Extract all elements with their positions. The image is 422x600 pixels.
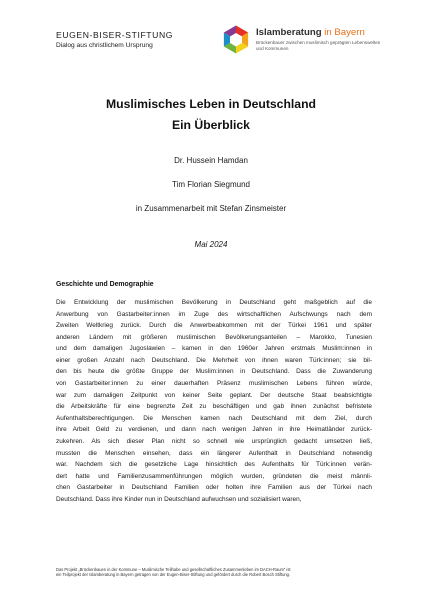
author-2: Tim Florian Siegmund	[172, 180, 250, 189]
document-title: Muslimisches Leben in Deutschland	[106, 97, 316, 111]
author-1: Dr. Hussein Hamdan	[174, 156, 248, 165]
body-line: die Arbeitskräfte für eine begrenzte Zeit zu beschäftigen und gab ihnen zunächst befristete	[56, 403, 372, 411]
body-line: chen Gastarbeiter in Deutschland Familien oder holten ihre Familien aus der Türkei nach	[56, 484, 372, 492]
body-line: Die Entwicklung der muslimischen Bevölkerung in Deutschland geht maßgeblich auf die	[56, 299, 372, 306]
footer-line-2: ein Teilprojekt der Islamberatung in Bayern getragen von der Eugen-Biser-Stiftung und gefördert durch die Robert Bosch Stiftung.	[56, 572, 291, 578]
logo-right-name	[256, 27, 365, 38]
body-line: anderen Ländern mit größeren muslimischen Bevölkerungsanteilen – Marokko, Tunesien	[56, 333, 372, 341]
body-line: Aufenthaltsberechtigungen. Die Menschen kamen nach Deutschland mit dem Ziel, durch	[56, 414, 372, 422]
body-line: ihre Arbeit Geld zu verdienen, und dann nach wenigen Jahren in ihre Heimatländer zurück-	[56, 426, 372, 434]
logo-right-name-bold: Islamberatung	[256, 27, 322, 38]
logo-right-tagline: Brückenbauer zwischen muslimisch geprägten Lebenswelten und Kommunen	[256, 40, 381, 51]
collaboration-note: in Zusammenarbeit mit Stefan Zinsmeister	[135, 204, 287, 213]
body-line: von Gastarbeiter:innen zu einer dauerhaften Präsenz muslimischen Lebens führen würde,	[56, 380, 372, 388]
body-line: Deutschland. Dass ihre Kinder nun in Deutschland aufwuchsen und sozialisiert waren,	[56, 495, 302, 503]
body-line: Anwerbung von Gastarbeiter:innen im Zuge des wirtschaftlichen Aufschwungs nach dem	[56, 310, 372, 318]
logo-left-tagline: Dialog aus christlichem Ursprung	[56, 42, 153, 49]
body-line: den bis heute die größte Gruppe der Muslim:innen in Deutschland. Dass die Zuwanderung	[56, 368, 372, 376]
publication-date: Mai 2024	[194, 240, 228, 249]
body-paragraph	[56, 297, 372, 505]
footer-note	[56, 567, 376, 578]
body-line: mussten die Menschen einsehen, dass ein längerer Aufenthalt in Deutschland notwendig	[56, 449, 372, 457]
eugen-biser-stiftung-logo	[56, 30, 173, 50]
body-line: war. Nachdem sich die gesetzliche Lage hinsichtlich des Aufenthalts für Türk:innen verän-	[56, 461, 372, 469]
islamberatung-logo	[222, 24, 382, 58]
section-heading: Geschichte und Demographie	[56, 281, 154, 288]
body-line: und dem damaligen Jugoslawien – kamen in den 1960er Jahren erstmals Muslim:innen in	[56, 345, 372, 353]
logo-right-name-light: in Bayern	[321, 27, 365, 38]
document-subtitle: Ein Überblick	[172, 118, 250, 132]
logo-left-name: EUGEN-BISER-STIFTUNG	[56, 30, 174, 40]
hexagon-logo-icon	[222, 24, 250, 54]
body-line: dert hatte und Familienzusammenführungen möglich wurden, gründeten die meist männli-	[56, 472, 372, 480]
body-line: zukehren. Als sich dieser Plan nicht so schnell wie ursprünglich gedacht umsetzen ließ,	[56, 437, 372, 445]
body-line: Zweiten Weltkrieg zurück. Durch die Anwerbeabkommen mit der Türkei 1961 und später	[56, 322, 372, 330]
footer-line-1: Das Projekt „Brückenbauen in der Kommune – Muslimische Teilhabe und gesellschaftliches Zusammenleben im DACH-Raum“ ist	[56, 567, 291, 572]
body-line: einer großen Anzahl nach Deutschland. Die Mehrheit von ihnen waren Türk:innen; sie bil-	[56, 356, 372, 364]
body-line: war zum damaligen Zeitpunkt von keiner Seite geplant. Der deutsche Staat beabsichtigte	[56, 391, 372, 399]
